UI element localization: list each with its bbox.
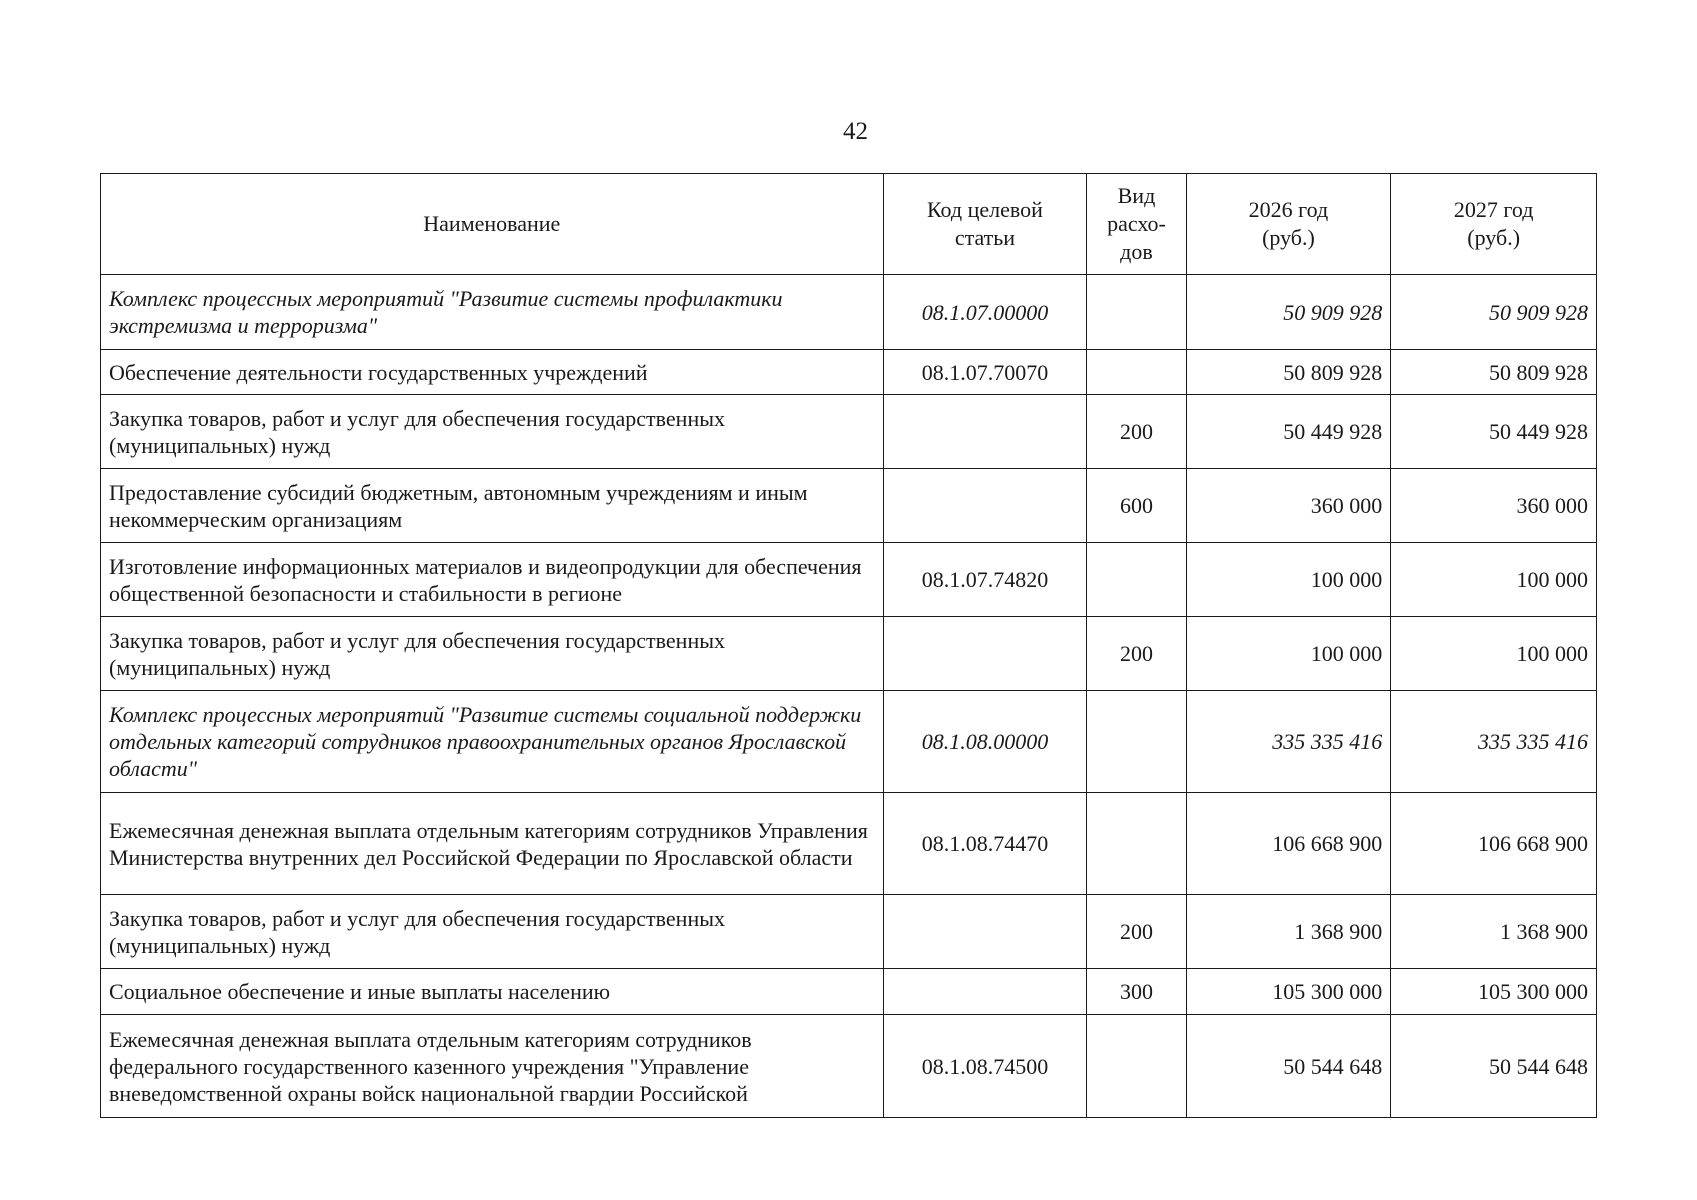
row-name: Закупка товаров, работ и услуг для обеспечения государственных (муниципальных) нужд bbox=[101, 617, 884, 691]
row-2026: 1 368 900 bbox=[1186, 895, 1391, 969]
row-code: 08.1.07.70070 bbox=[883, 350, 1087, 395]
row-2027: 105 300 000 bbox=[1391, 969, 1597, 1015]
row-2027: 50 909 928 bbox=[1391, 275, 1597, 350]
row-2026: 106 668 900 bbox=[1186, 793, 1391, 895]
row-2026: 360 000 bbox=[1186, 469, 1391, 543]
budget-table bbox=[100, 173, 1597, 1118]
header-2026: 2026 год (руб.) bbox=[1186, 174, 1391, 275]
row-kind bbox=[1087, 275, 1186, 350]
table-row bbox=[101, 617, 1597, 691]
row-2027: 50 544 648 bbox=[1391, 1015, 1597, 1118]
row-code: 08.1.08.74500 bbox=[883, 1015, 1087, 1118]
row-2026: 100 000 bbox=[1186, 617, 1391, 691]
row-code bbox=[883, 469, 1087, 543]
row-2027: 100 000 bbox=[1391, 617, 1597, 691]
header-kind: Вид расхо-дов bbox=[1087, 174, 1186, 275]
row-2027: 50 809 928 bbox=[1391, 350, 1597, 395]
row-kind: 200 bbox=[1087, 395, 1186, 469]
table-row bbox=[101, 969, 1597, 1015]
page-number: 42 bbox=[843, 118, 868, 145]
header-2027: 2027 год (руб.) bbox=[1391, 174, 1597, 275]
row-name: Обеспечение деятельности государственных учреждений bbox=[101, 350, 884, 395]
row-2027: 106 668 900 bbox=[1391, 793, 1597, 895]
row-code: 08.1.07.00000 bbox=[883, 275, 1087, 350]
table-row bbox=[101, 469, 1597, 543]
row-code bbox=[883, 617, 1087, 691]
row-2026: 105 300 000 bbox=[1186, 969, 1391, 1015]
row-2026: 50 449 928 bbox=[1186, 395, 1391, 469]
row-name: Ежемесячная денежная выплата отдельным категориям сотрудников Управления Министерства внутренних дел Российской Федерации по Ярославской области bbox=[101, 793, 884, 895]
row-kind: 200 bbox=[1087, 895, 1186, 969]
table-row bbox=[101, 543, 1597, 617]
row-name: Комплекс процессных мероприятий "Развитие системы профилактики экстремизма и терроризма" bbox=[101, 275, 884, 350]
row-code: 08.1.08.74470 bbox=[883, 793, 1087, 895]
row-name: Социальное обеспечение и иные выплаты населению bbox=[101, 969, 884, 1015]
row-2027: 100 000 bbox=[1391, 543, 1597, 617]
table-row bbox=[101, 793, 1597, 895]
row-2027: 360 000 bbox=[1391, 469, 1597, 543]
header-code: Код целевой статьи bbox=[883, 174, 1087, 275]
row-kind: 300 bbox=[1087, 969, 1186, 1015]
row-2027: 1 368 900 bbox=[1391, 895, 1597, 969]
row-name: Изготовление информационных материалов и видеопродукции для обеспечения общественной безопасности и стабильности в регионе bbox=[101, 543, 884, 617]
row-2027: 50 449 928 bbox=[1391, 395, 1597, 469]
row-code bbox=[883, 395, 1087, 469]
row-name: Предоставление субсидий бюджетным, автономным учреждениям и иным некоммерческим организациям bbox=[101, 469, 884, 543]
row-2026: 50 809 928 bbox=[1186, 350, 1391, 395]
row-kind bbox=[1087, 1015, 1186, 1118]
row-2027: 335 335 416 bbox=[1391, 691, 1597, 793]
table-row bbox=[101, 350, 1597, 395]
header-name: Наименование bbox=[101, 174, 884, 275]
row-kind: 600 bbox=[1087, 469, 1186, 543]
row-name: Ежемесячная денежная выплата отдельным категориям сотрудников федерального государственного казенного учреждения "Управление вневедомственной охраны войск национальной гвардии Российской bbox=[101, 1015, 884, 1118]
row-name: Закупка товаров, работ и услуг для обеспечения государственных (муниципальных) нужд bbox=[101, 895, 884, 969]
row-2026: 50 909 928 bbox=[1186, 275, 1391, 350]
row-name: Закупка товаров, работ и услуг для обеспечения государственных (муниципальных) нужд bbox=[101, 395, 884, 469]
row-kind bbox=[1087, 691, 1186, 793]
table-row bbox=[101, 395, 1597, 469]
row-kind bbox=[1087, 350, 1186, 395]
table-row bbox=[101, 275, 1597, 350]
row-name: Комплекс процессных мероприятий "Развитие системы социальной поддержки отдельных категорий сотрудников правоохранительных органов Ярославской области" bbox=[101, 691, 884, 793]
row-kind bbox=[1087, 543, 1186, 617]
row-2026: 335 335 416 bbox=[1186, 691, 1391, 793]
row-code: 08.1.07.74820 bbox=[883, 543, 1087, 617]
row-code bbox=[883, 969, 1087, 1015]
row-code: 08.1.08.00000 bbox=[883, 691, 1087, 793]
table-row bbox=[101, 691, 1597, 793]
row-code bbox=[883, 895, 1087, 969]
table-row bbox=[101, 895, 1597, 969]
row-2026: 100 000 bbox=[1186, 543, 1391, 617]
row-kind: 200 bbox=[1087, 617, 1186, 691]
row-kind bbox=[1087, 793, 1186, 895]
table-header-row bbox=[101, 174, 1597, 275]
row-2026: 50 544 648 bbox=[1186, 1015, 1391, 1118]
table-row bbox=[101, 1015, 1597, 1118]
